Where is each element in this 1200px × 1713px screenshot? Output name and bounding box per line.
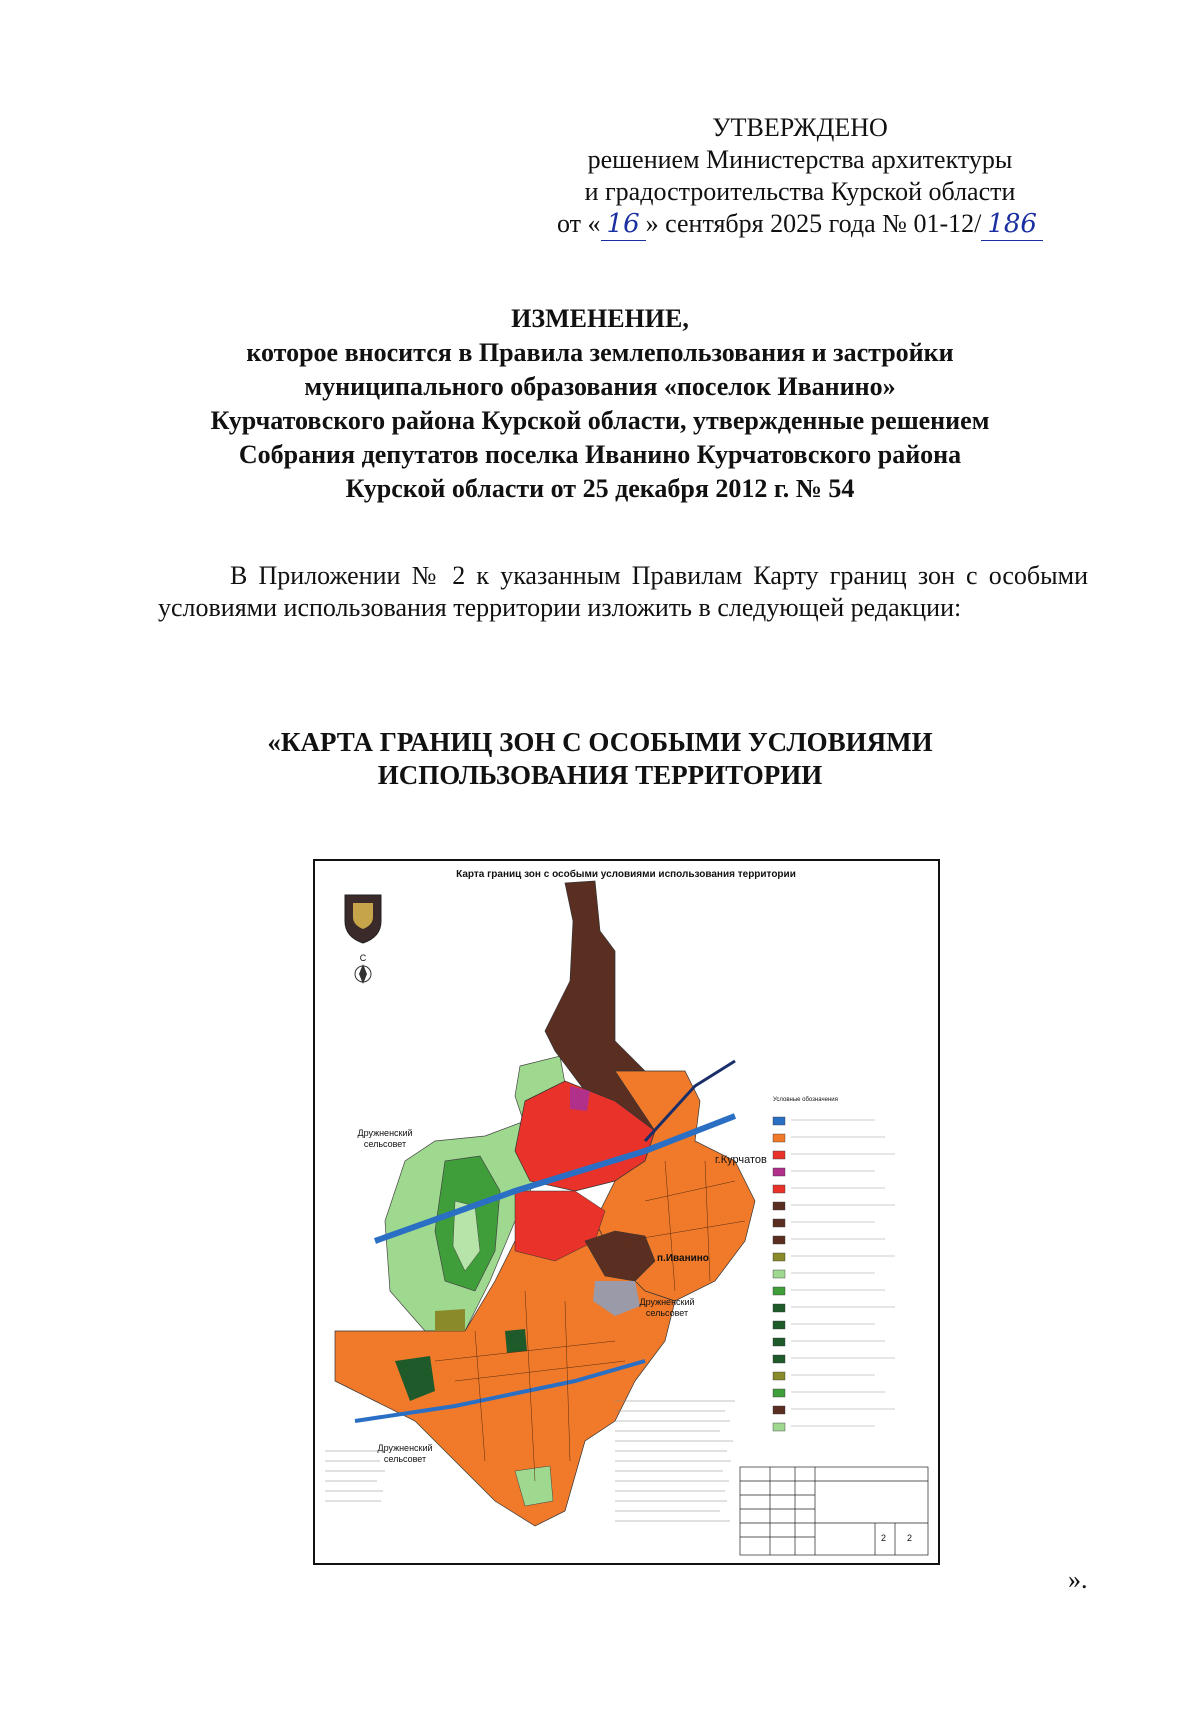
heading-line: Курчатовского района Курской области, утвержденные решением bbox=[210, 406, 990, 435]
closing-quote: ». bbox=[1068, 1565, 1088, 1594]
legend-swatch bbox=[773, 1423, 785, 1431]
legend-swatch bbox=[773, 1372, 785, 1380]
legend-swatch bbox=[773, 1236, 785, 1244]
legend-swatch bbox=[773, 1134, 785, 1142]
title-block bbox=[740, 1467, 928, 1555]
legend-swatch bbox=[773, 1389, 785, 1397]
legend-swatch bbox=[773, 1185, 785, 1193]
label-druzh-1: Дружненский bbox=[357, 1128, 413, 1138]
heading-line: которое вносится в Правила землепользования и застройки bbox=[246, 338, 954, 367]
svg-text:Условные обозначения: Условные обозначения bbox=[773, 1097, 838, 1103]
map-inner-title: Карта границ зон с особыми условиями использования территории bbox=[456, 869, 796, 880]
legend-swatch bbox=[773, 1270, 785, 1278]
label-kurchatov: г.Курчатов bbox=[715, 1154, 767, 1166]
zone-olive bbox=[435, 1309, 465, 1331]
legend-swatch bbox=[773, 1219, 785, 1227]
map-legend bbox=[773, 1097, 895, 1431]
heading-line: Собрания депутатов поселка Иванино Курчатовского района bbox=[238, 440, 962, 469]
stamp-sheet: 2 bbox=[881, 1533, 887, 1543]
handwritten-day: 16 bbox=[601, 208, 646, 241]
label-druzh-2b: сельсовет bbox=[645, 1308, 689, 1318]
svg-text:С: С bbox=[359, 953, 367, 963]
label-druzh-3b: сельсовет bbox=[383, 1454, 427, 1464]
approval-line: решением Министерства архитектуры bbox=[587, 145, 1013, 174]
approval-date: от « 16 » сентября 2025 года № 01-12/ 186 bbox=[540, 208, 1060, 241]
heading-line: Курской области от 25 декабря 2012 г. № 54 bbox=[345, 474, 855, 503]
heading-title: ИЗМЕНЕНИЕ, bbox=[511, 304, 689, 333]
legend-swatch bbox=[773, 1151, 785, 1159]
label-druzh-2: Дружненский bbox=[639, 1297, 695, 1307]
approval-line: и градостроительства Курской области bbox=[584, 177, 1016, 206]
label-ivanino: п.Иванино bbox=[657, 1253, 709, 1264]
zoning-map bbox=[315, 861, 938, 1563]
legend-swatch bbox=[773, 1321, 785, 1329]
label-druzh-3: Дружненский bbox=[377, 1443, 433, 1453]
legend-swatch bbox=[773, 1304, 785, 1312]
zone-darkgreen-2 bbox=[505, 1329, 527, 1353]
coat-of-arms-icon bbox=[345, 895, 381, 943]
stamp-sheets: 2 bbox=[907, 1533, 913, 1543]
handwritten-number: 186 bbox=[981, 208, 1043, 241]
legend-swatch bbox=[773, 1202, 785, 1210]
compass-icon bbox=[355, 953, 371, 984]
approval-block bbox=[540, 112, 1060, 241]
map-figure bbox=[313, 859, 940, 1565]
legend-swatch bbox=[773, 1168, 785, 1176]
territory bbox=[335, 881, 755, 1526]
body-paragraph: В Приложении № 2 к указанным Правилам Карту границ зон с особыми условиями использования территории изложить в следующей редакции: bbox=[158, 561, 1088, 622]
label-druzh-1b: сельсовет bbox=[363, 1139, 407, 1149]
legend-swatch bbox=[773, 1287, 785, 1295]
map-section-title: «КАРТА ГРАНИЦ ЗОН С ОСОБЫМИ УСЛОВИЯМИ ИСПОЛЬЗОВАНИЯ ТЕРРИТОРИИ bbox=[267, 727, 933, 790]
legend-swatch bbox=[773, 1117, 785, 1125]
legend-swatch bbox=[773, 1338, 785, 1346]
document-heading bbox=[100, 302, 1100, 506]
legend-swatch bbox=[773, 1406, 785, 1414]
heading-line: муниципального образования «поселок Иванино» bbox=[304, 372, 896, 401]
legend-swatch bbox=[773, 1355, 785, 1363]
approval-title: УТВЕРЖДЕНО bbox=[712, 113, 888, 142]
legend-swatch bbox=[773, 1253, 785, 1261]
